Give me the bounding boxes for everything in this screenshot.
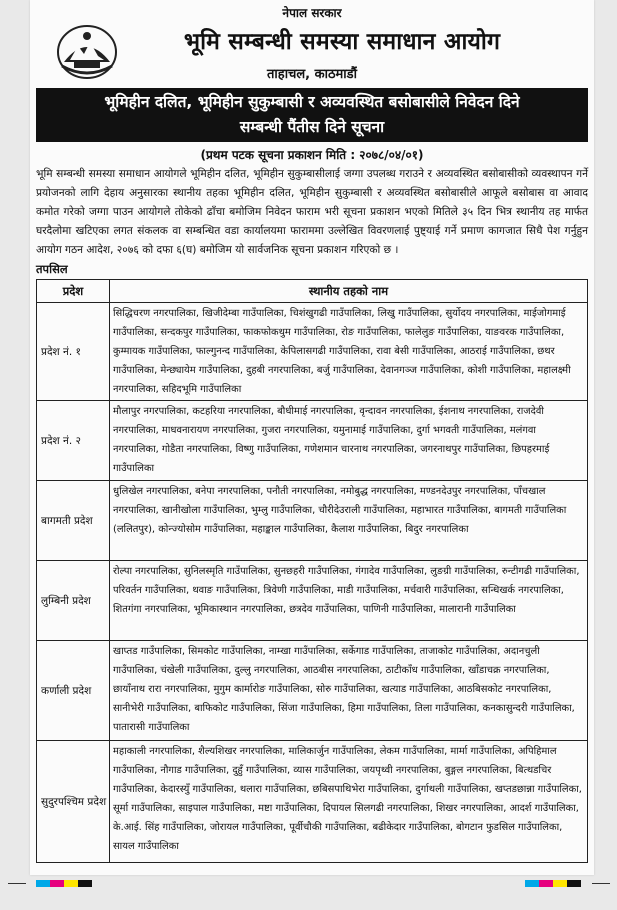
color-swatch: [525, 880, 539, 887]
government-label: नेपाल सरकार: [282, 6, 342, 20]
notice-header: [30, 0, 594, 88]
color-swatch: [567, 880, 581, 887]
table-row: [37, 641, 588, 741]
province-table: [36, 279, 588, 863]
local-level-list: धुलिखेल नगरपालिका, बनेपा नगरपालिका, पनौती नगरपालिका, नमोबुद्ध नगरपालिका, मण्डनदेउपुर नगरपालिका, पाँचखाल नगरपालिका, खानीखोला गाउँपालिका, भुम्लु गाउँपालिका, चौरीदेउराली गाउँपालिका, महाभारत गाउँपालिका, बागमती गाउँपालिका (ललितपुर), कोन्ज्योसोम गाउँपालिका, महाङ्काल गाउँपालिका, कैलाश गाउँपालिका, बिदुर नगरपालिका: [110, 481, 588, 561]
color-swatch: [64, 880, 78, 887]
province-name: बागमती प्रदेश: [37, 481, 110, 561]
table-row: [37, 741, 588, 863]
color-swatch: [78, 880, 92, 887]
commission-title: भूमि सम्बन्धी समस्या समाधान आयोग: [183, 29, 501, 55]
color-swatch: [50, 880, 64, 887]
notice-banner: [36, 88, 588, 142]
notice-sheet: [30, 0, 594, 875]
local-level-list: महाकाली नगरपालिका, शैल्यशिखर नगरपालिका, मालिकार्जुन गाउँपालिका, लेकम गाउँपालिका, मार्मा गाउँपालिका, अपिहिमाल गाउँपालिका, नौगाड गाउँपालिका, दुहुँ गाउँपालिका, व्यास गाउँपालिका, जयपृथ्वी नगरपालिका, बुङ्गल नगरपालिका, बित्थडचिर गाउँपालिका, केदारस्युँ गाउँपालिका, थलारा गाउँपालिका, छबिसपाथिभेरा गाउँपालिका, दुर्गाथली गाउँपालिका, खप्तडछान्ना गाउँपालिका, सूर्मा गाउँपालिका, साइपाल गाउँपालिका, मष्टा गाउँपालिका, दिपायल सिलगढी नगरपालिका, शिखर नगरपालिका, आदर्श गाउँपालिका, के.आई. सिंह गाउँपालिका, जोरायल गाउँपालिका, पूर्वीचौकी गाउँपालिका, बढीकेदार गाउँपालिका, बोगटान फुडसिल गाउँपालिका, सायल गाउँपालिका: [110, 741, 588, 863]
column-header-province: प्रदेश: [37, 280, 110, 303]
commission-address: ताहाचल, काठमाडौं: [267, 67, 357, 82]
province-name: लुम्बिनी प्रदेश: [37, 561, 110, 641]
notice-body: भूमि सम्बन्धी समस्या समाधान आयोगले भूमिहीन दलित, भूमिहीन सुकुम्बासीलाई जग्गा उपलब्ध गराउने र अव्यवस्थित बसोबासीको व्यवस्थापन गर्ने प्रयोजनको लागि देहाय अनुसारका स्थानीय तहका भूमिहीन दलित, भूमिहीन सुकुम्बासी र अव्यवस्थित बसोबासीले आफूले बसोबास वा आवाद कमोत गरेको जग्गा पाउन आयोगले तोकेको ढाँचा बमोजिम निवेदन फाराम भरी सूचना प्रकाशन भएको मितिले ३५ दिन भित्र स्थानीय तह मार्फत घरदैलोमा खटिएका लगत संकलक वा सम्बन्धित वडा कार्यालयमा फाराममा उल्लेखित विवरणलाई पुष्ट्याई गर्ने प्रमाण कागजात सिधै पेश गर्नुहुन आयोग गठन आदेश, २०७६ को दफा ६(घ) बमोजिम यो सार्वजनिक सूचना प्रकाशन गरिएको छ ।: [36, 168, 588, 256]
local-level-list: सिद्धिचरण नगरपालिका, खिजीदेम्बा गाउँपालिका, चिशंखुगढी गाउँपालिका, लिखु गाउँपालिका, सुर्योदय नगरपालिका, माईजोगमाई गाउँपालिका, सन्दकपुर गाउँपालिका, फाकफोकथुम गाउँपालिका, रोङ गाउँपालिका, फालेलुङ गाउँपालिका, याङवरक गाउँपालिका, कुम्मायक गाउँपालिका, फाल्गुनन्द गाउँपालिका, केपिलासगढी गाउँपालिका, रावा बेसी गाउँपालिका, आठराई गाउँपालिका, छथर गाउँपालिका, मेन्छ्यायेम गाउँपालिका, दुहबी नगरपालिका, बर्जु गाउँपालिका, देवानगञ्ज गाउँपालिका, कोशी गाउँपालिका, महालक्ष्मी नगरपालिका, सहिदभूमि गाउँपालिका: [110, 303, 588, 401]
crop-mark: [592, 883, 610, 884]
color-swatch: [36, 880, 50, 887]
local-level-list: खाप्तड गाउँपालिका, सिमकोट गाउँपालिका, नाम्खा गाउँपालिका, सर्केगाड गाउँपालिका, ताजाकोट गाउँपालिका, अदानचुली गाउँपालिका, चंखेली गाउँपालिका, दुल्लु नगरपालिका, आठबीस नगरपालिका, ठाटीकाँध गाउँपालिका, खाँडाचक्र नगरपालिका, छायाँनाथ रारा नगरपालिका, मुगुम कार्मारोङ गाउँपालिका, सोरु गाउँपालिका, खत्याड गाउँपालिका, आठबिसकोट नगरपालिका, सानीभेरी गाउँपालिका, बाफिकोट गाउँपालिका, सिंजा गाउँपालिका, हिमा गाउँपालिका, तिला गाउँपालिका, कनकासुन्दरी गाउँपालिका, पातारासी गाउँपालिका: [110, 641, 588, 741]
banner-line-2: सम्बन्धी पैंतीस दिने सूचना: [239, 118, 385, 136]
schedule-label: तपसिल: [36, 262, 68, 276]
province-name: प्रदेश नं. १: [37, 303, 110, 401]
table-row: [37, 481, 588, 561]
local-level-list: मौलापुर नगरपालिका, कटहरिया नगरपालिका, बौधीमाई नगरपालिका, वृन्दावन नगरपालिका, ईशनाथ नगरपालिका, राजदेवी नगरपालिका, माधवनारायण नगरपालिका, गुजरा नगरपालिका, यमुनामाई गाउँपालिका, दुर्गा भगवती गाउँपालिका, मलंगवा नगरपालिका, गोडैता नगरपालिका, विष्णु गाउँपालिका, गणेशमान चारनाथ नगरपालिका, जगरनाथपुर गाउँपालिका, छिपहरमाई गाउँपालिका: [110, 401, 588, 481]
banner-line-1: भूमिहीन दलित, भूमिहीन सुकुम्बासी र अव्यवस्थित बसोबासीले निवेदन दिने: [104, 93, 520, 111]
publication-date: (प्रथम पटक सूचना प्रकाशन मिति : २०७८/०४/०१): [200, 148, 424, 162]
color-swatch: [553, 880, 567, 887]
table-header-row: [37, 280, 588, 303]
local-level-list: रोल्पा नगरपालिका, सुनिलस्मृति गाउँपालिका, सुनछहरी गाउँपालिका, गंगादेव गाउँपालिका, लुङग्री गाउँपालिका, रुन्टीगढी गाउँपालिका, परिवर्तन गाउँपालिका, थवाङ गाउँपालिका, त्रिवेणी गाउँपालिका, माडी गाउँपालिका, मर्चवारी गाउँपालिका, सन्धिखर्क नगरपालिका, शितगंगा नगरपालिका, भूमिकास्थान नगरपालिका, छत्रदेव गाउँपालिका, पाणिनी गाउँपालिका, मालारानी गाउँपालिका: [110, 561, 588, 641]
province-name: कर्णाली प्रदेश: [37, 641, 110, 741]
color-swatch: [539, 880, 553, 887]
color-registration-strip: [36, 880, 92, 887]
table-row: [37, 401, 588, 481]
column-header-local-levels: स्थानीय तहको नाम: [110, 280, 588, 303]
table-row: [37, 561, 588, 641]
province-name: सुदुरपश्चिम प्रदेश: [37, 741, 110, 863]
province-name: प्रदेश नं. २: [37, 401, 110, 481]
crop-mark: [8, 883, 26, 884]
table-row: [37, 303, 588, 401]
color-registration-strip: [525, 880, 581, 887]
